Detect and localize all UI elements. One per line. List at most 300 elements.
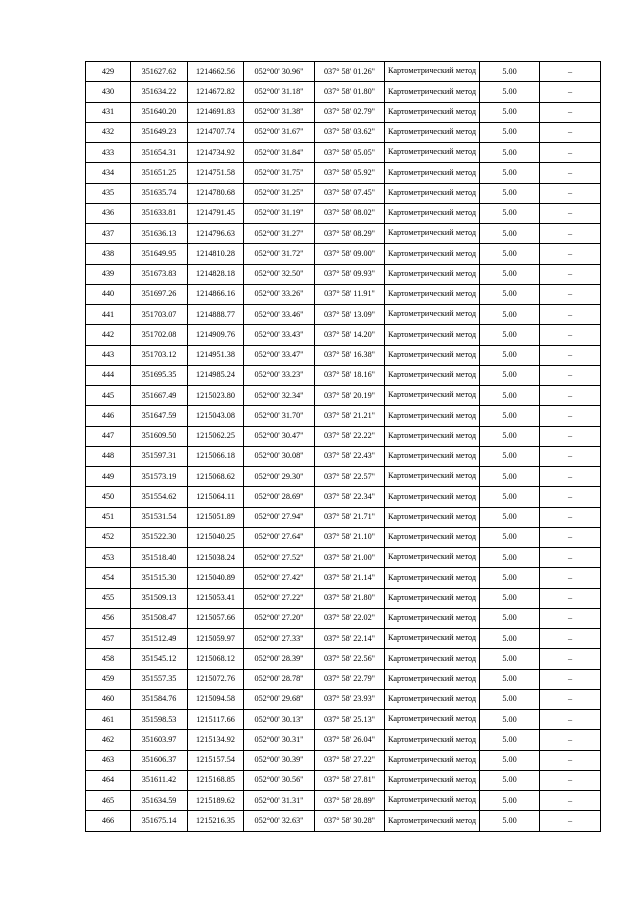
coord-x: 351634.59: [131, 791, 188, 811]
point-number: 436: [86, 203, 131, 223]
point-number: 446: [86, 406, 131, 426]
point-number: 438: [86, 244, 131, 264]
note: –: [540, 750, 601, 770]
note: –: [540, 467, 601, 487]
coord-x: 351667.49: [131, 386, 188, 406]
note: –: [540, 527, 601, 547]
coord-y: 1214791.45: [188, 203, 244, 223]
point-number: 429: [86, 62, 131, 82]
precision: 5.00: [480, 426, 540, 446]
precision: 5.00: [480, 669, 540, 689]
coord-y: 1215057.66: [188, 608, 244, 628]
coord-x: 351703.12: [131, 345, 188, 365]
point-number: 433: [86, 143, 131, 163]
longitude: 037° 58' 13.09": [315, 305, 385, 325]
longitude: 037° 58' 28.89": [315, 791, 385, 811]
point-number: 466: [86, 811, 131, 831]
coordinates-table: [85, 61, 601, 832]
coord-y: 1214810.28: [188, 244, 244, 264]
coord-y: 1214828.18: [188, 264, 244, 284]
coord-y: 1215038.24: [188, 548, 244, 568]
method: Картометрический метод: [385, 426, 480, 446]
method: Картометрический метод: [385, 244, 480, 264]
table-row: [86, 527, 601, 547]
coord-y: 1214985.24: [188, 365, 244, 385]
longitude: 037° 58' 18.16": [315, 365, 385, 385]
longitude: 037° 58' 11.91": [315, 284, 385, 304]
table-row: [86, 669, 601, 689]
table-row: [86, 507, 601, 527]
note: –: [540, 102, 601, 122]
coord-y: 1215134.92: [188, 730, 244, 750]
coord-x: 351634.22: [131, 82, 188, 102]
precision: 5.00: [480, 143, 540, 163]
point-number: 442: [86, 325, 131, 345]
table-row: [86, 730, 601, 750]
latitude: 052°00' 33.43": [244, 325, 315, 345]
point-number: 461: [86, 710, 131, 730]
longitude: 037° 58' 02.79": [315, 102, 385, 122]
point-number: 460: [86, 689, 131, 709]
method: Картометрический метод: [385, 284, 480, 304]
longitude: 037° 58' 09.93": [315, 264, 385, 284]
latitude: 052°00' 27.42": [244, 568, 315, 588]
table-row: [86, 791, 601, 811]
longitude: 037° 58' 05.92": [315, 163, 385, 183]
point-number: 459: [86, 669, 131, 689]
latitude: 052°00' 31.72": [244, 244, 315, 264]
coord-x: 351697.26: [131, 284, 188, 304]
coord-x: 351522.30: [131, 527, 188, 547]
coord-x: 351557.35: [131, 669, 188, 689]
table-row: [86, 811, 601, 831]
coord-x: 351509.13: [131, 588, 188, 608]
latitude: 052°00' 30.47": [244, 426, 315, 446]
coord-y: 1214734.92: [188, 143, 244, 163]
method: Картометрический метод: [385, 791, 480, 811]
latitude: 052°00' 31.84": [244, 143, 315, 163]
point-number: 464: [86, 770, 131, 790]
longitude: 037° 58' 07.45": [315, 183, 385, 203]
coord-x: 351647.59: [131, 406, 188, 426]
coord-x: 351515.30: [131, 568, 188, 588]
coord-y: 1214780.68: [188, 183, 244, 203]
longitude: 037° 58' 30.28": [315, 811, 385, 831]
note: –: [540, 487, 601, 507]
method: Картометрический метод: [385, 689, 480, 709]
method: Картометрический метод: [385, 770, 480, 790]
point-number: 439: [86, 264, 131, 284]
latitude: 052°00' 32.34": [244, 386, 315, 406]
coord-y: 1215168.85: [188, 770, 244, 790]
coord-x: 351597.31: [131, 446, 188, 466]
coord-x: 351573.19: [131, 467, 188, 487]
coord-x: 351554.62: [131, 487, 188, 507]
table-row: [86, 426, 601, 446]
longitude: 037° 58' 23.93": [315, 689, 385, 709]
coord-y: 1214672.82: [188, 82, 244, 102]
note: –: [540, 588, 601, 608]
precision: 5.00: [480, 811, 540, 831]
latitude: 052°00' 30.31": [244, 730, 315, 750]
point-number: 443: [86, 345, 131, 365]
table-row: [86, 224, 601, 244]
note: –: [540, 325, 601, 345]
table-row: [86, 568, 601, 588]
note: –: [540, 143, 601, 163]
note: –: [540, 183, 601, 203]
coord-x: 351635.74: [131, 183, 188, 203]
note: –: [540, 629, 601, 649]
note: –: [540, 730, 601, 750]
point-number: 435: [86, 183, 131, 203]
latitude: 052°00' 31.25": [244, 183, 315, 203]
point-number: 430: [86, 82, 131, 102]
note: –: [540, 548, 601, 568]
point-number: 454: [86, 568, 131, 588]
method: Картометрический метод: [385, 102, 480, 122]
table-row: [86, 588, 601, 608]
method: Картометрический метод: [385, 629, 480, 649]
method: Картометрический метод: [385, 163, 480, 183]
note: –: [540, 284, 601, 304]
latitude: 052°00' 27.20": [244, 608, 315, 628]
coord-y: 1214866.16: [188, 284, 244, 304]
longitude: 037° 58' 22.22": [315, 426, 385, 446]
coord-x: 351606.37: [131, 750, 188, 770]
precision: 5.00: [480, 325, 540, 345]
table-row: [86, 62, 601, 82]
table-row: [86, 203, 601, 223]
coord-y: 1214751.58: [188, 163, 244, 183]
point-number: 456: [86, 608, 131, 628]
longitude: 037° 58' 20.19": [315, 386, 385, 406]
note: –: [540, 710, 601, 730]
precision: 5.00: [480, 446, 540, 466]
precision: 5.00: [480, 406, 540, 426]
note: –: [540, 649, 601, 669]
precision: 5.00: [480, 345, 540, 365]
latitude: 052°00' 31.27": [244, 224, 315, 244]
longitude: 037° 58' 22.02": [315, 608, 385, 628]
longitude: 037° 58' 05.05": [315, 143, 385, 163]
point-number: 444: [86, 365, 131, 385]
longitude: 037° 58' 08.02": [315, 203, 385, 223]
method: Картометрический метод: [385, 143, 480, 163]
note: –: [540, 608, 601, 628]
latitude: 052°00' 27.94": [244, 507, 315, 527]
coord-x: 351531.54: [131, 507, 188, 527]
precision: 5.00: [480, 284, 540, 304]
precision: 5.00: [480, 527, 540, 547]
point-number: 452: [86, 527, 131, 547]
method: Картометрический метод: [385, 82, 480, 102]
point-number: 458: [86, 649, 131, 669]
coord-y: 1215062.25: [188, 426, 244, 446]
precision: 5.00: [480, 629, 540, 649]
longitude: 037° 58' 14.20": [315, 325, 385, 345]
note: –: [540, 62, 601, 82]
point-number: 462: [86, 730, 131, 750]
point-number: 432: [86, 122, 131, 142]
longitude: 037° 58' 22.57": [315, 467, 385, 487]
point-number: 463: [86, 750, 131, 770]
note: –: [540, 163, 601, 183]
longitude: 037° 58' 08.29": [315, 224, 385, 244]
coord-y: 1215189.62: [188, 791, 244, 811]
note: –: [540, 244, 601, 264]
coord-y: 1215094.58: [188, 689, 244, 709]
precision: 5.00: [480, 750, 540, 770]
longitude: 037° 58' 09.00": [315, 244, 385, 264]
table-row: [86, 649, 601, 669]
latitude: 052°00' 31.75": [244, 163, 315, 183]
longitude: 037° 58' 01.26": [315, 62, 385, 82]
method: Картометрический метод: [385, 467, 480, 487]
note: –: [540, 264, 601, 284]
note: –: [540, 791, 601, 811]
method: Картометрический метод: [385, 264, 480, 284]
coord-y: 1215068.62: [188, 467, 244, 487]
latitude: 052°00' 30.56": [244, 770, 315, 790]
point-number: 448: [86, 446, 131, 466]
method: Картометрический метод: [385, 446, 480, 466]
latitude: 052°00' 33.47": [244, 345, 315, 365]
table-row: [86, 143, 601, 163]
latitude: 052°00' 30.13": [244, 710, 315, 730]
table-row: [86, 467, 601, 487]
precision: 5.00: [480, 791, 540, 811]
point-number: 445: [86, 386, 131, 406]
table-row: [86, 608, 601, 628]
coord-x: 351675.14: [131, 811, 188, 831]
method: Картометрический метод: [385, 649, 480, 669]
latitude: 052°00' 30.96": [244, 62, 315, 82]
coord-y: 1215043.08: [188, 406, 244, 426]
precision: 5.00: [480, 224, 540, 244]
method: Картометрический метод: [385, 203, 480, 223]
coord-y: 1214707.74: [188, 122, 244, 142]
precision: 5.00: [480, 183, 540, 203]
table-row: [86, 689, 601, 709]
method: Картометрический метод: [385, 62, 480, 82]
precision: 5.00: [480, 588, 540, 608]
latitude: 052°00' 27.64": [244, 527, 315, 547]
method: Картометрический метод: [385, 305, 480, 325]
method: Картометрический метод: [385, 568, 480, 588]
longitude: 037° 58' 22.43": [315, 446, 385, 466]
point-number: 465: [86, 791, 131, 811]
longitude: 037° 58' 22.79": [315, 669, 385, 689]
longitude: 037° 58' 22.34": [315, 487, 385, 507]
note: –: [540, 406, 601, 426]
table-row: [86, 487, 601, 507]
method: Картометрический метод: [385, 811, 480, 831]
latitude: 052°00' 29.68": [244, 689, 315, 709]
latitude: 052°00' 29.30": [244, 467, 315, 487]
coord-x: 351673.83: [131, 264, 188, 284]
table-row: [86, 305, 601, 325]
coord-x: 351512.49: [131, 629, 188, 649]
point-number: 450: [86, 487, 131, 507]
longitude: 037° 58' 01.80": [315, 82, 385, 102]
coord-y: 1214909.76: [188, 325, 244, 345]
coord-y: 1214888.77: [188, 305, 244, 325]
precision: 5.00: [480, 608, 540, 628]
latitude: 052°00' 31.18": [244, 82, 315, 102]
note: –: [540, 203, 601, 223]
precision: 5.00: [480, 710, 540, 730]
latitude: 052°00' 33.26": [244, 284, 315, 304]
note: –: [540, 386, 601, 406]
coord-y: 1215023.80: [188, 386, 244, 406]
precision: 5.00: [480, 649, 540, 669]
coord-x: 351584.76: [131, 689, 188, 709]
coord-y: 1215072.76: [188, 669, 244, 689]
precision: 5.00: [480, 62, 540, 82]
table-row: [86, 102, 601, 122]
longitude: 037° 58' 22.14": [315, 629, 385, 649]
coord-y: 1215064.11: [188, 487, 244, 507]
note: –: [540, 305, 601, 325]
precision: 5.00: [480, 507, 540, 527]
longitude: 037° 58' 26.04": [315, 730, 385, 750]
table-row: [86, 770, 601, 790]
note: –: [540, 811, 601, 831]
point-number: 455: [86, 588, 131, 608]
point-number: 434: [86, 163, 131, 183]
method: Картометрический метод: [385, 224, 480, 244]
table-row: [86, 183, 601, 203]
point-number: 440: [86, 284, 131, 304]
point-number: 453: [86, 548, 131, 568]
table-row: [86, 82, 601, 102]
coord-x: 351633.81: [131, 203, 188, 223]
method: Картометрический метод: [385, 365, 480, 385]
table-row: [86, 629, 601, 649]
precision: 5.00: [480, 568, 540, 588]
coord-y: 1215216.35: [188, 811, 244, 831]
latitude: 052°00' 31.19": [244, 203, 315, 223]
coord-y: 1215053.41: [188, 588, 244, 608]
method: Картометрический метод: [385, 548, 480, 568]
latitude: 052°00' 31.67": [244, 122, 315, 142]
precision: 5.00: [480, 305, 540, 325]
latitude: 052°00' 30.08": [244, 446, 315, 466]
method: Картометрический метод: [385, 588, 480, 608]
point-number: 447: [86, 426, 131, 446]
latitude: 052°00' 33.46": [244, 305, 315, 325]
coord-x: 351651.25: [131, 163, 188, 183]
note: –: [540, 122, 601, 142]
coord-x: 351603.97: [131, 730, 188, 750]
precision: 5.00: [480, 203, 540, 223]
coord-y: 1215059.97: [188, 629, 244, 649]
precision: 5.00: [480, 487, 540, 507]
method: Картометрический метод: [385, 608, 480, 628]
note: –: [540, 345, 601, 365]
method: Картометрический метод: [385, 750, 480, 770]
note: –: [540, 82, 601, 102]
point-number: 441: [86, 305, 131, 325]
precision: 5.00: [480, 365, 540, 385]
latitude: 052°00' 31.38": [244, 102, 315, 122]
point-number: 457: [86, 629, 131, 649]
table-row: [86, 406, 601, 426]
table-row: [86, 710, 601, 730]
longitude: 037° 58' 22.56": [315, 649, 385, 669]
coord-x: 351598.53: [131, 710, 188, 730]
precision: 5.00: [480, 770, 540, 790]
coord-y: 1215066.18: [188, 446, 244, 466]
longitude: 037° 58' 03.62": [315, 122, 385, 142]
latitude: 052°00' 28.69": [244, 487, 315, 507]
coord-y: 1214951.38: [188, 345, 244, 365]
method: Картометрический метод: [385, 183, 480, 203]
coord-x: 351702.08: [131, 325, 188, 345]
longitude: 037° 58' 25.13": [315, 710, 385, 730]
coord-x: 351695.35: [131, 365, 188, 385]
coord-y: 1214662.56: [188, 62, 244, 82]
coord-y: 1214691.83: [188, 102, 244, 122]
table-row: [86, 244, 601, 264]
point-number: 449: [86, 467, 131, 487]
latitude: 052°00' 31.31": [244, 791, 315, 811]
latitude: 052°00' 33.23": [244, 365, 315, 385]
method: Картометрический метод: [385, 527, 480, 547]
latitude: 052°00' 31.70": [244, 406, 315, 426]
point-number: 431: [86, 102, 131, 122]
table-row: [86, 750, 601, 770]
coord-x: 351508.47: [131, 608, 188, 628]
coord-x: 351654.31: [131, 143, 188, 163]
precision: 5.00: [480, 548, 540, 568]
longitude: 037° 58' 21.80": [315, 588, 385, 608]
coord-y: 1215157.54: [188, 750, 244, 770]
note: –: [540, 689, 601, 709]
note: –: [540, 770, 601, 790]
method: Картометрический метод: [385, 487, 480, 507]
table-row: [86, 345, 601, 365]
method: Картометрический метод: [385, 710, 480, 730]
coord-x: 351636.13: [131, 224, 188, 244]
coord-x: 351649.23: [131, 122, 188, 142]
precision: 5.00: [480, 122, 540, 142]
method: Картометрический метод: [385, 386, 480, 406]
table-row: [86, 365, 601, 385]
latitude: 052°00' 28.39": [244, 649, 315, 669]
table-row: [86, 284, 601, 304]
table-row: [86, 446, 601, 466]
precision: 5.00: [480, 102, 540, 122]
latitude: 052°00' 30.39": [244, 750, 315, 770]
precision: 5.00: [480, 244, 540, 264]
table-row: [86, 325, 601, 345]
method: Картометрический метод: [385, 406, 480, 426]
precision: 5.00: [480, 386, 540, 406]
longitude: 037° 58' 27.81": [315, 770, 385, 790]
note: –: [540, 568, 601, 588]
coord-x: 351609.50: [131, 426, 188, 446]
note: –: [540, 365, 601, 385]
method: Картометрический метод: [385, 122, 480, 142]
coord-y: 1215040.25: [188, 527, 244, 547]
precision: 5.00: [480, 467, 540, 487]
longitude: 037° 58' 21.71": [315, 507, 385, 527]
method: Картометрический метод: [385, 325, 480, 345]
table-row: [86, 122, 601, 142]
longitude: 037° 58' 16.38": [315, 345, 385, 365]
